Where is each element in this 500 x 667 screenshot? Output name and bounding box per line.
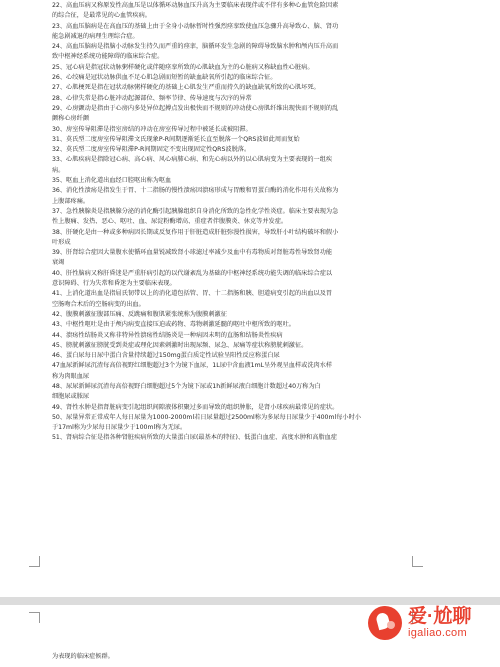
next-page-text: 为表现的临床症候群。 <box>52 653 114 660</box>
text-line: 44、溃疡性结肠炎又称非特异性溃疡性结肠炎是一种病因未明的直肠和结肠炎性疾病 <box>52 331 283 339</box>
watermark <box>368 600 494 646</box>
watermark-domain: igaliao.com <box>408 627 467 639</box>
text-line: 41、上消化道出血是指屈氏韧带以上的消化道包括管、胃、十二指肠和胰、胆道病变引起的出血以及胃 <box>52 290 333 298</box>
watermark-title: 爱·尬聊 <box>408 606 472 627</box>
text-line: 33、心肌疾病是指除冠心病、高心病、风心病肺心病、和先心病以外的以心肌病变为主要表现的一组疾 <box>52 156 333 164</box>
text-line: 25、冠心病是指冠状动脉粥样硬化或伴随痉挛所致的心肌缺血为主的心脏病又称缺血性心脏病。 <box>52 63 314 71</box>
text-line: 致中枢神经系统功能障碍的临床综合症。 <box>52 53 164 61</box>
text-line: 意识障碍、行为失常和昏迷为主要临床表现。 <box>52 280 176 288</box>
text-line: 颤称心房纤颤 <box>52 115 90 123</box>
text-line: 29、心房颤动是指由于心房内多处异位起搏点发出极快而不规则的冲动使心房肌纤维出现快而不规则的乱 <box>52 104 339 112</box>
text-line: 空肠吻合术后的空肠病变的出血。 <box>52 300 145 308</box>
text-line: 病。 <box>52 166 65 174</box>
text-line: 27、心肌梗死是指在冠状动脉粥样硬化的基础上心肌发生严重而持久的缺血缺氧所致的心肌坏死。 <box>52 84 320 92</box>
text-line: 24、高血压脑病是指脑小动脉发生持久而严重的痉挛，脑循环发生急剧的障碍导致脑水肿和颅内压升高而 <box>52 43 339 51</box>
text-line: 31、莫氏型二度房室传导阻滞文氏现象P-R间期逐渐延长直至脱落一个QRS波如此周而复始 <box>52 135 300 143</box>
text-line: 43、中枢性呕吐是由于颅内病变直接压迫或药物、毒物刺激延髓的呕吐中枢所致的呕吐。 <box>52 321 295 329</box>
text-line: 36、消化性溃疡是指发生于胃、十二指肠的慢性溃疡因溃疡形成与胃酸和胃蛋白酶的消化作用有关故称为 <box>52 187 339 195</box>
text-line: 性上腹痛、发热、恶心、呕吐、血、尿淀粉酶增高、重症者伴腹膜炎、休克等并发症。 <box>52 218 288 226</box>
text-line: 称为肉眼血尿 <box>52 372 90 380</box>
text-line: 38、肝硬化是由一种或多种病因长期或反复作用于肝脏造成肝脏弥漫性损害，导致肝小叶结构破坏和假小 <box>52 228 339 236</box>
text-line: 上腹部疼痛。 <box>52 197 90 205</box>
text-line: 的综合征，是最常见的心血管疾病。 <box>52 12 151 20</box>
text-line: 于17ml称为少尿每日尿量少于100ml称为无尿。 <box>52 424 187 432</box>
chat-bubble-logo-icon <box>368 606 402 640</box>
text-line: 22、高血压病又称原发性高血压是以体循环动脉血压升高为主要临床表现伴或不伴有多种心血管危险因素 <box>52 2 339 9</box>
text-line: 39、肝肾综合症因大量腹水使循环血量锐减致肾小球滤过率减少及血中有毒物质对肾脏毒性导致肾功能 <box>52 249 333 257</box>
crop-mark-bottom-left <box>29 612 40 623</box>
text-line: 能急剧减退的病理生理综合症。 <box>52 32 139 40</box>
document-body <box>52 1 414 444</box>
text-line: 叶形成 <box>52 238 71 246</box>
text-line: 50、尿量异常正常成年人每日尿量为1000-2000ml若日尿量超过2500ml称为多尿每日尿量少于400ml每小时小 <box>52 413 361 421</box>
text-line: 23、高血压脑病是在高血压的基础上由于全身小动脉暂时性强烈痉挛致使血压急骤升高导致心、脑、肾功 <box>52 22 339 30</box>
text-line: 30、房室传导阻滞是指室房结的冲动在房室传导过程中被延长或被阻滞。 <box>52 125 252 133</box>
text-line: 细胞尿或脓尿 <box>52 393 90 401</box>
text-line: 45、膀胱刺激征膀胱受到炎症或理化因素刺激时出现尿频、尿急、尿痛等症状称膀胱刺激征。 <box>52 341 308 349</box>
text-line: 衰竭 <box>52 259 65 267</box>
text-line: 47血尿新鲜尿沉渣每高倍视野红细胞超过3个为镜下血尿，1L尿中含血液1mL呈外观呈血样或洗肉水样 <box>52 362 333 370</box>
text-line: 48、尿尿新鲜尿沉渣每高倍视野白细胞超过5个为镜下尿或1h新鲜尿液白细胞计数超过40万称为白 <box>52 382 321 390</box>
text-line: 26、心绞痛是冠状动脉供血不足心肌急剧而短暂的缺血缺氧所引起的临床综合征。 <box>52 74 277 82</box>
text-line: 51、肾病综合征是指各种肾脏疾病所致的大量蛋白尿(最基本的特征)、低蛋白血症、高度水肿和高脂血症 <box>52 434 337 442</box>
text-line: 35、呕血上消化道出血经口腔呕出称为呕血 <box>52 177 172 185</box>
text-line: 32、莫氏型二度房室传导阻滞P-R间期固定不变出现固定性QRS波脱落。 <box>52 146 251 154</box>
watermark-text <box>408 606 471 640</box>
text-line: 40、肝性脑病又称肝昏迷是严重肝病引起的以代谢紊乱为基础的中枢神经系统功能失调的临床综合症以 <box>52 269 333 277</box>
text-line: 46、蛋白尿每日尿中蛋白含量持续超过150mg蛋白质定性试验呈阳性反应称蛋白尿 <box>52 352 280 360</box>
crop-mark-top-left <box>29 556 40 567</box>
text-line: 37、急性胰腺炎是指胰腺分泌的消化酶引起胰腺组织自身消化所致的急性化学性炎症。临床主要表现为急 <box>52 207 339 215</box>
crop-mark-top-right <box>412 556 423 567</box>
text-line: 42、腹膜刺激征腹部压痛、反跳痛和腹肌紧张统称为腹膜刺激征 <box>52 310 227 318</box>
text-line: 49、肾性水肿是指肾脏病变引起组织间隙液体积聚过多而导致的组织肿胀，是肾小球疾病最常见的症状。 <box>52 403 339 411</box>
text-line: 28、心律失常是指心脏冲动起源部位、频率节律、传导速度与次序的异常 <box>52 94 252 102</box>
